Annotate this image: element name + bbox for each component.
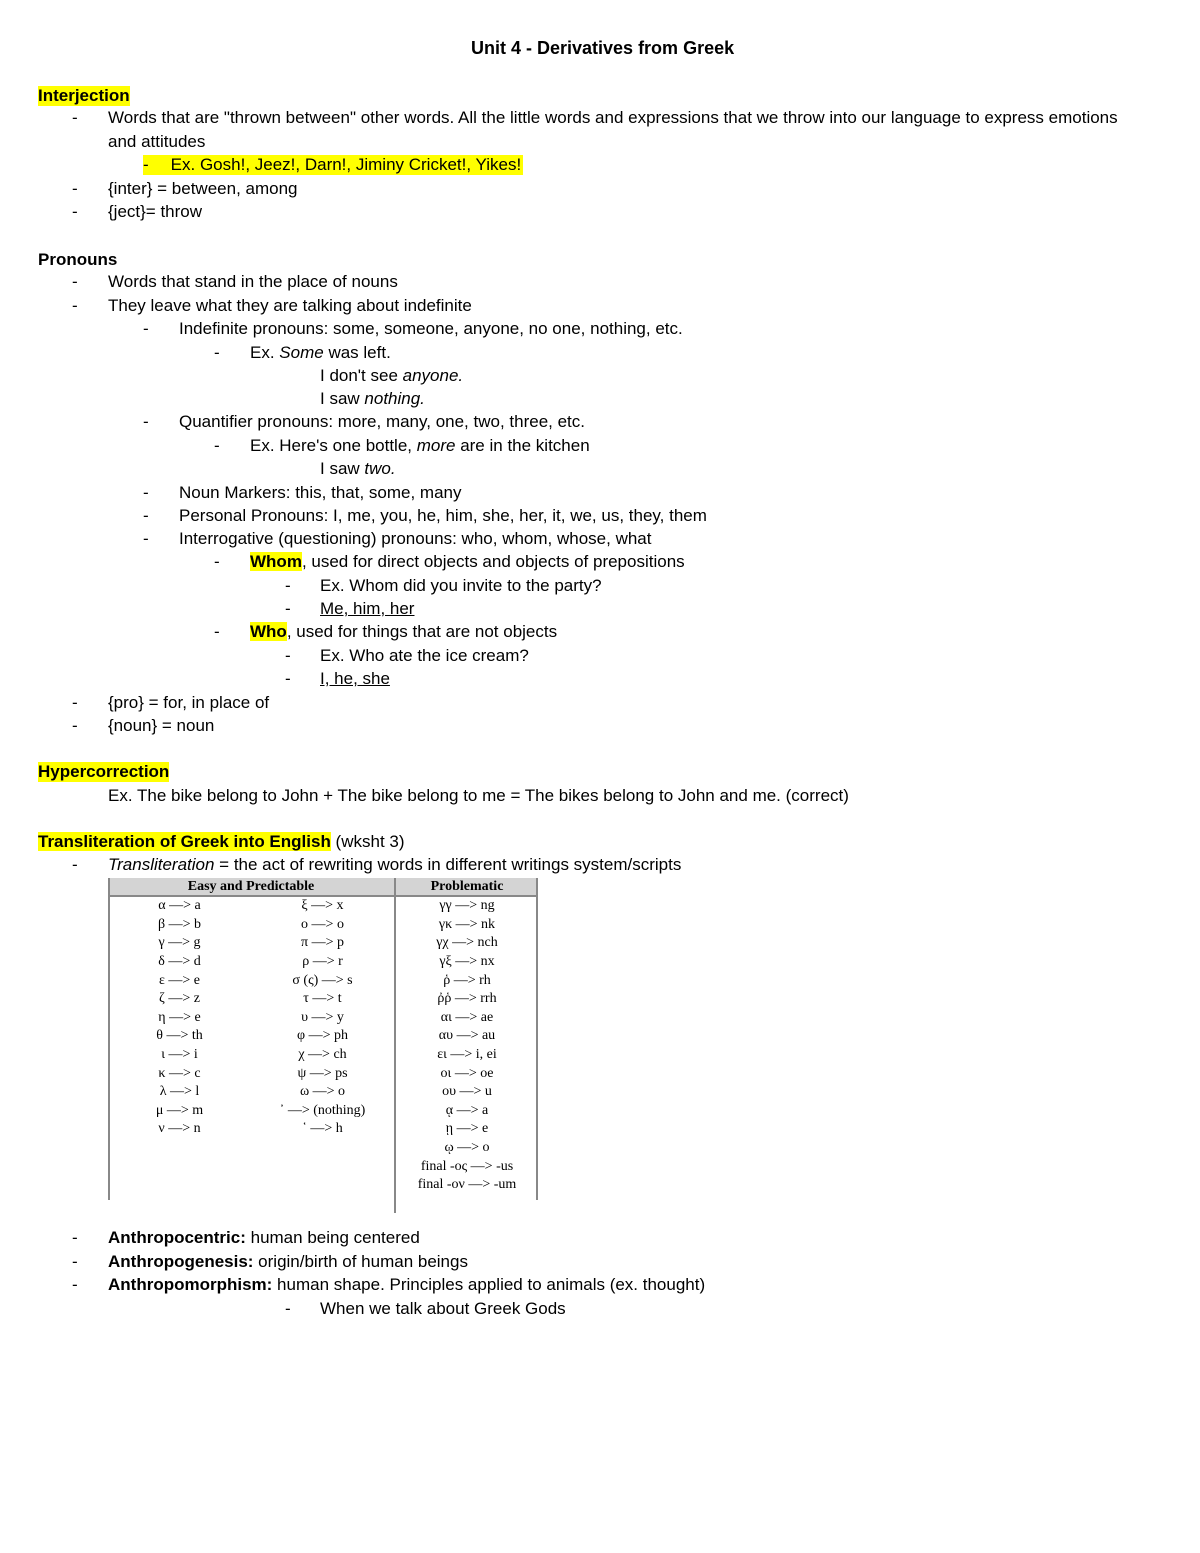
pronouns-root-noun: {noun} = noun — [108, 716, 215, 735]
table-cell-col2: ῾ —> h — [302, 1121, 343, 1137]
bullet-dash: - — [72, 855, 78, 874]
interrogative-pronouns: Interrogative (questioning) pronouns: who, whom, whose, what — [179, 529, 652, 548]
quantifier-example — [250, 436, 590, 456]
table-cell-col2: ρ —> r — [302, 954, 343, 970]
indefinite-pronouns: Indefinite pronouns: some, someone, anyone, no one, nothing, etc. — [179, 319, 683, 338]
table-cell-col3: αυ —> au — [395, 1027, 538, 1046]
example-prefix: I saw — [320, 459, 365, 478]
table-cell-col3: γξ —> nx — [395, 953, 538, 972]
bullet-dash: - — [214, 436, 220, 455]
table-cell-col2: ο —> o — [301, 916, 344, 932]
bullet-dash: - — [143, 483, 149, 502]
table-cell-col2 — [251, 1176, 395, 1195]
pronouns-indefinite-note: They leave what they are talking about indefinite — [108, 296, 472, 315]
example-prefix: Ex. — [250, 343, 280, 362]
table-cell-col2: ψ —> ps — [297, 1065, 348, 1081]
table-row — [108, 1064, 538, 1083]
interjection-definition: Words that are "thrown between" other words. All the little words and expressions that we throw into our language to express emotions — [108, 108, 1118, 127]
worksheet-note: (wksht 3) — [330, 832, 405, 851]
term-anthropogenesis — [108, 1252, 468, 1272]
table-cell-col1: δ —> d — [158, 954, 201, 970]
example-italic: nothing. — [364, 389, 425, 408]
table-cell-col2: ξ —> x — [301, 898, 344, 914]
indefinite-example — [250, 343, 391, 363]
interjection-example-text: Ex. Gosh!, Jeez!, Darn!, Jiminy Cricket!, Yikes! — [170, 155, 522, 174]
table-cell-col3: ει —> i, ei — [395, 1046, 538, 1065]
whom-usage — [250, 552, 685, 572]
bullet-dash: - — [72, 179, 78, 198]
bullet-dash: - — [72, 108, 78, 127]
table-cell-col2 — [251, 1139, 395, 1158]
table-cell-col1: η —> e — [158, 1009, 201, 1025]
term-definition: origin/birth of human beings — [253, 1252, 468, 1271]
hypercorrection-example: Ex. The bike belong to John + The bike belong to me = The bikes belong to John and me. (correct) — [108, 786, 849, 805]
table-row — [108, 1083, 538, 1102]
table-cell-col1 — [108, 1139, 251, 1158]
bullet-dash: - — [214, 343, 220, 362]
bullet-dash: - — [214, 552, 220, 571]
table-cell-col3: γκ —> nk — [395, 916, 538, 935]
term-label: Anthropogenesis: — [108, 1252, 254, 1271]
example-italic: more — [416, 436, 456, 455]
bullet-dash: - — [285, 646, 291, 665]
table-row — [108, 1176, 538, 1195]
term-anthropomorphism — [108, 1275, 705, 1295]
table-cell-col2: ᾿ —> (nothing) — [279, 1102, 366, 1118]
table-row — [108, 1027, 538, 1046]
table-cell-col3: ῃ —> e — [395, 1120, 538, 1139]
table-row — [108, 971, 538, 990]
table-cell-col3: ᾳ —> a — [395, 1102, 538, 1121]
table-row — [108, 1157, 538, 1176]
table-cell-col2 — [251, 1157, 395, 1176]
table-cell-col1 — [108, 1157, 251, 1176]
table-row — [108, 1046, 538, 1065]
table-cell-col1: ι —> i — [161, 1047, 198, 1063]
table-row — [108, 896, 538, 916]
whom-description: , used for direct objects and objects of prepositions — [301, 552, 685, 571]
table-cell-col3: οι —> oe — [395, 1064, 538, 1083]
table-cell-col3: final -ον —> -um — [395, 1176, 538, 1195]
table-cell-col1: α —> a — [158, 898, 201, 914]
bullet-dash: - — [72, 1275, 78, 1294]
table-row — [108, 916, 538, 935]
greek-gods-note: When we talk about Greek Gods — [320, 1299, 566, 1318]
table-header-problematic: Problematic — [395, 878, 538, 896]
table-cell-col1 — [108, 1176, 251, 1195]
transliteration-heading-line — [38, 832, 405, 852]
example-italic: Some — [279, 343, 324, 362]
table-cell-col3: γγ —> ng — [395, 896, 538, 916]
table-row — [108, 990, 538, 1009]
indefinite-example-2 — [320, 366, 463, 386]
hypercorrection-heading: Hypercorrection — [38, 762, 170, 781]
table-cell-col2: ω —> o — [299, 1084, 346, 1100]
who-answer: I, he, she — [320, 669, 390, 688]
term-definition: human shape. Principles applied to animals (ex. thought) — [272, 1275, 706, 1294]
transliteration-def-text: = the act of rewriting words in different writings system/scripts — [214, 855, 682, 874]
pronouns-heading: Pronouns — [38, 250, 118, 269]
table-row — [108, 1120, 538, 1139]
table-cell-empty — [251, 1195, 395, 1213]
table-cell-col1: κ —> c — [158, 1065, 201, 1081]
table-cell-col1: θ —> th — [156, 1028, 203, 1044]
bullet-dash: - — [143, 506, 149, 525]
quantifier-pronouns: Quantifier pronouns: more, many, one, two, three, etc. — [179, 412, 585, 431]
table-cell-col2: τ —> t — [303, 991, 342, 1007]
table-cell-empty — [108, 1195, 251, 1213]
table-cell-col3: ῤῥ —> rrh — [395, 990, 538, 1009]
whom-example: Ex. Whom did you invite to the party? — [320, 576, 602, 595]
table-row — [108, 934, 538, 953]
table-cell-col1: ε —> e — [159, 972, 200, 988]
term-label: Anthropomorphism: — [108, 1275, 273, 1294]
bullet-dash: - — [285, 1299, 291, 1318]
table-cell-col3: ῥ —> rh — [395, 971, 538, 990]
personal-pronouns: Personal Pronouns: I, me, you, he, him, she, her, it, we, us, they, them — [179, 506, 707, 525]
whom-word: Whom — [250, 552, 302, 571]
table-cell-col2: π —> p — [301, 935, 344, 951]
bullet-dash: - — [143, 412, 149, 431]
bullet-dash: - — [72, 296, 78, 315]
bullet-dash: - — [72, 202, 78, 221]
table-row — [108, 1139, 538, 1158]
table-cell-col2: φ —> ph — [297, 1028, 348, 1044]
transliteration-heading: Transliteration of Greek into English — [38, 832, 331, 851]
term-anthropocentric — [108, 1228, 420, 1248]
interjection-root-ject: {ject}= throw — [108, 202, 203, 221]
table-cell-col3: ῳ —> o — [395, 1139, 538, 1158]
bullet-dash: - — [285, 576, 291, 595]
table-cell-col3: ου —> u — [395, 1083, 538, 1102]
interjection-definition-cont: and attitudes — [108, 132, 206, 151]
bullet-dash: - — [143, 319, 149, 338]
whom-answer: Me, him, her — [320, 599, 415, 618]
table-row — [108, 953, 538, 972]
bullet-dash: - — [72, 272, 78, 291]
table-cell-col3: γχ —> nch — [395, 934, 538, 953]
bullet-dash: - — [72, 1252, 78, 1271]
example-prefix: I don't see — [320, 366, 403, 385]
table-cell-col3: αι —> ae — [395, 1009, 538, 1028]
example-italic: anyone. — [402, 366, 464, 385]
bullet-dash: - — [72, 693, 78, 712]
bullet-dash: - — [285, 599, 291, 618]
bullet-dash: - — [285, 669, 291, 688]
table-cell-col1: β —> b — [157, 916, 202, 932]
page-title: Unit 4 - Derivatives from Greek — [471, 38, 735, 58]
interjection-example — [143, 155, 523, 175]
example-suffix: was left. — [323, 343, 391, 362]
who-description: , used for things that are not objects — [286, 622, 558, 641]
transliteration-definition — [108, 855, 681, 875]
quantifier-example-2 — [320, 459, 396, 479]
transliteration-term: Transliteration — [108, 855, 215, 874]
table-cell-col1: ζ —> z — [159, 991, 200, 1007]
who-example: Ex. Who ate the ice cream? — [320, 646, 529, 665]
table-row — [108, 1102, 538, 1121]
table-cell-col3: final -ος —> -us — [395, 1157, 538, 1176]
example-suffix: are in the kitchen — [455, 436, 590, 455]
bullet-dash: - — [143, 155, 149, 174]
example-prefix: I saw — [320, 389, 365, 408]
pronouns-root-pro: {pro} = for, in place of — [108, 693, 270, 712]
pronouns-definition: Words that stand in the place of nouns — [108, 272, 398, 291]
table-body — [108, 896, 538, 1213]
table-cell-col1: ν —> n — [158, 1121, 201, 1137]
table-cell-empty — [395, 1195, 538, 1213]
bullet-dash: - — [143, 529, 149, 548]
table-cell-col2: σ (ς) —> s — [292, 972, 353, 988]
who-usage — [250, 622, 557, 642]
table-cell-col1: λ —> l — [159, 1084, 200, 1100]
example-prefix: Ex. Here's one bottle, — [250, 436, 417, 455]
bullet-dash: - — [72, 1228, 78, 1247]
table-cell-col1: γ —> g — [158, 935, 201, 951]
table-row — [108, 1195, 538, 1213]
table-row — [108, 1009, 538, 1028]
example-italic: two. — [364, 459, 396, 478]
table-cell-col2: υ —> y — [301, 1009, 344, 1025]
term-definition: human being centered — [245, 1228, 420, 1247]
transliteration-table — [108, 878, 538, 1213]
table-header-easy: Easy and Predictable — [108, 878, 395, 896]
interjection-root-inter: {inter} = between, among — [108, 179, 298, 198]
indefinite-example-3 — [320, 389, 425, 409]
table-cell-col2: χ —> ch — [298, 1047, 347, 1063]
who-word: Who — [250, 622, 287, 641]
interjection-heading: Interjection — [38, 86, 130, 105]
term-label: Anthropocentric: — [108, 1228, 246, 1247]
bullet-dash: - — [72, 716, 78, 735]
bullet-dash: - — [214, 622, 220, 641]
table-cell-col1: μ —> m — [155, 1102, 204, 1118]
noun-markers: Noun Markers: this, that, some, many — [179, 483, 462, 502]
